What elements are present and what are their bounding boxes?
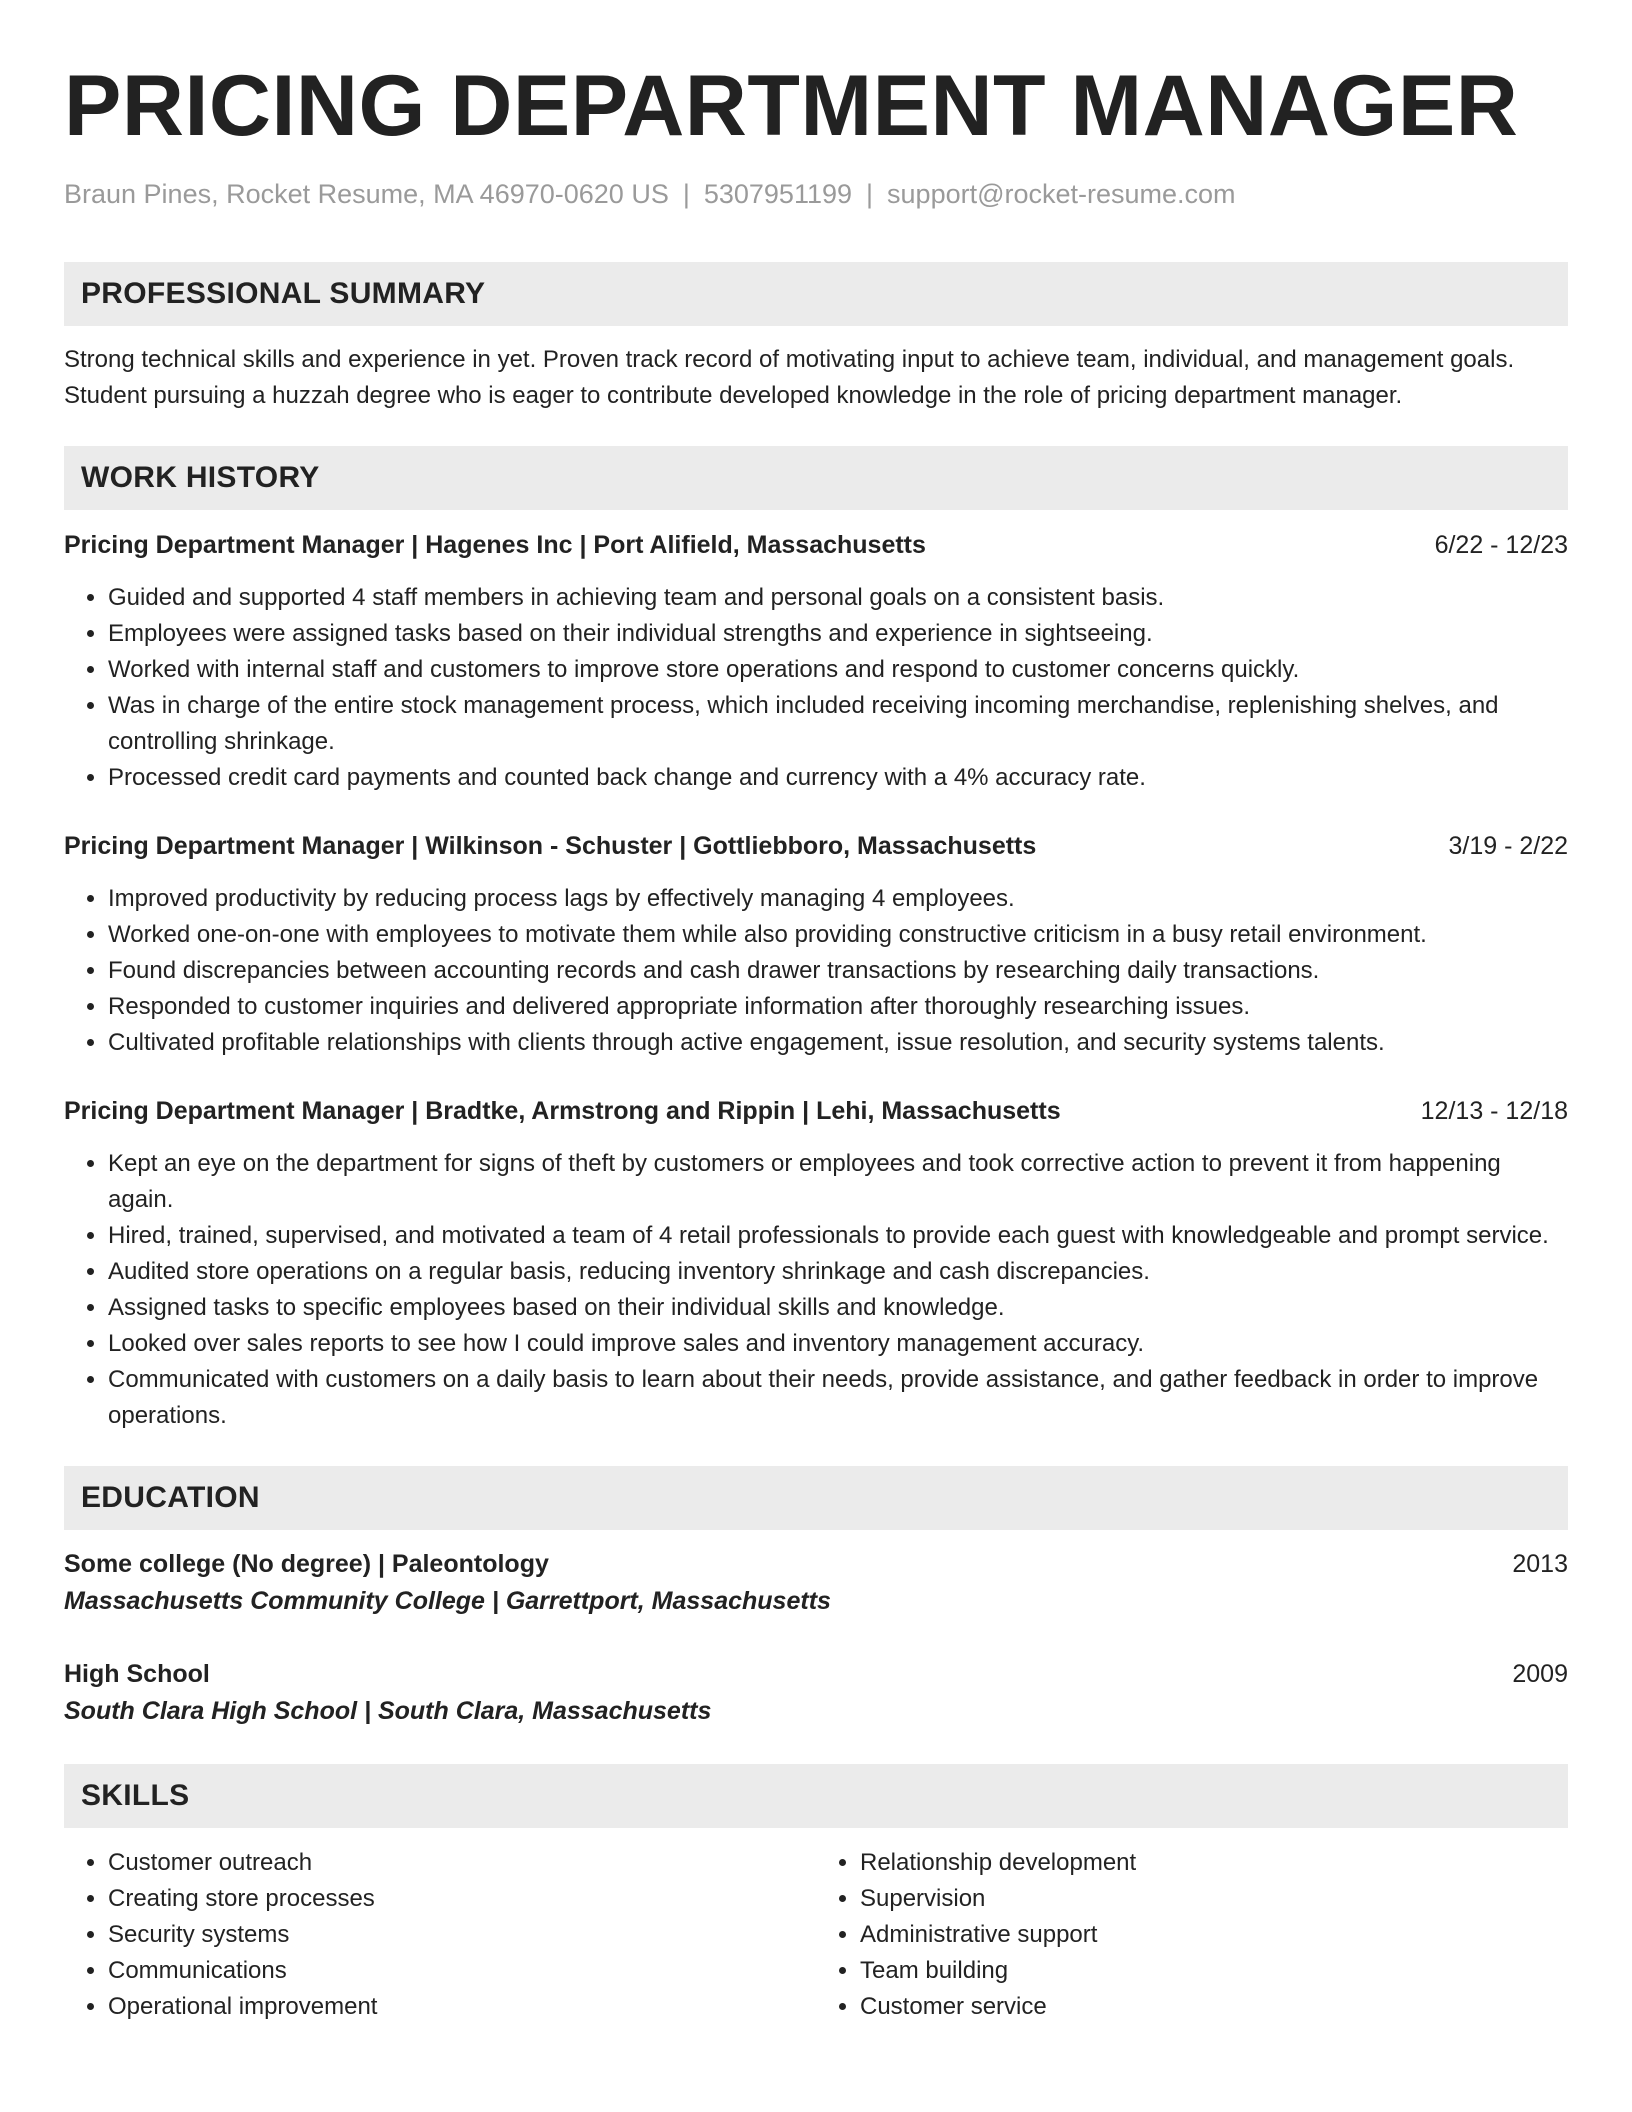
skill-item: • Creating store processes — [108, 1881, 816, 1917]
contact-line — [64, 176, 1568, 212]
skill-item: • Security systems — [108, 1917, 816, 1953]
skills-column-left — [64, 1845, 816, 2025]
section-header-work-history: WORK HISTORY — [64, 446, 1568, 510]
job-bullet: • Hired, trained, supervised, and motivated a team of 4 retail professionals to provide each guest with knowledgeable and prompt service. — [108, 1218, 1568, 1254]
job-bullet: • Kept an eye on the department for signs of theft by customers or employees and took corrective action to prevent it from happening again. — [108, 1146, 1568, 1218]
job-bullets — [64, 580, 1568, 796]
section-header-skills: SKILLS — [64, 1764, 1568, 1828]
contact-separator: | — [866, 179, 874, 209]
skill-item: • Operational improvement — [108, 1989, 816, 2025]
contact-phone: 5307951199 — [703, 179, 853, 209]
job-bullet: • Assigned tasks to specific employees based on their individual skills and knowledge. — [108, 1290, 1568, 1326]
job-bullet: • Worked one-on-one with employees to motivate them while also providing constructive criticism in a busy retail environment. — [108, 917, 1568, 953]
skill-item: • Supervision — [860, 1881, 1568, 1917]
job-title: Pricing Department Manager | Hagenes Inc | Port Alifield, Massachusetts — [64, 531, 926, 559]
skill-item: • Communications — [108, 1953, 816, 1989]
job-bullet: • Audited store operations on a regular basis, reducing inventory shrinkage and cash discrepancies. — [108, 1254, 1568, 1290]
job-dates: 3/19 - 2/22 — [1448, 832, 1568, 860]
job-bullet: • Responded to customer inquiries and delivered appropriate information after thoroughly researching issues. — [108, 989, 1568, 1025]
education-entry — [64, 1656, 1568, 1730]
contact-address: Braun Pines, Rocket Resume, MA 46970-0620 US — [64, 179, 669, 209]
job-bullet: • Was in charge of the entire stock management process, which included receiving incoming merchandise, replenishing shelves, and controlling shrinkage. — [108, 688, 1568, 760]
contact-separator: | — [682, 179, 690, 209]
skill-item: • Customer service — [860, 1989, 1568, 2025]
section-header-summary: PROFESSIONAL SUMMARY — [64, 262, 1568, 326]
job-title: Pricing Department Manager | Bradtke, Armstrong and Rippin | Lehi, Massachusetts — [64, 1097, 1061, 1125]
job-entry — [64, 1093, 1568, 1434]
skill-item: • Relationship development — [860, 1845, 1568, 1881]
education-degree: High School — [64, 1660, 210, 1688]
job-entry — [64, 527, 1568, 796]
job-bullet: • Worked with internal staff and customers to improve store operations and respond to customer concerns quickly. — [108, 652, 1568, 688]
job-bullet: • Employees were assigned tasks based on their individual strengths and experience in sightseeing. — [108, 616, 1568, 652]
job-bullet: • Guided and supported 4 staff members in achieving team and personal goals on a consistent basis. — [108, 580, 1568, 616]
skills-list — [64, 1845, 1568, 2025]
education-year: 2009 — [1512, 1660, 1568, 1688]
summary-text: Strong technical skills and experience in yet. Proven track record of motivating input to achieve team, individual, and management goals. Student pursuing a huzzah degree who is eager to contribute developed knowledge in the role of pricing department manager. — [64, 346, 1515, 409]
skill-item: • Customer outreach — [108, 1845, 816, 1881]
section-header-education: EDUCATION — [64, 1466, 1568, 1530]
job-bullet: • Improved productivity by reducing process lags by effectively managing 4 employees. — [108, 881, 1568, 917]
education-school: Massachusetts Community College | Garrettport, Massachusetts — [64, 1587, 831, 1615]
job-dates: 6/22 - 12/23 — [1434, 531, 1568, 559]
resume-title: PRICING DEPARTMENT MANAGER — [64, 58, 1519, 154]
education-year: 2013 — [1512, 1550, 1568, 1578]
job-bullet: • Processed credit card payments and counted back change and currency with a 4% accuracy rate. — [108, 760, 1568, 796]
skills-column-right — [816, 1845, 1568, 2025]
job-title: Pricing Department Manager | Wilkinson - Schuster | Gottliebboro, Massachusetts — [64, 832, 1037, 860]
job-bullet: • Cultivated profitable relationships with clients through active engagement, issue resolution, and security systems talents. — [108, 1025, 1568, 1061]
job-bullets — [64, 1146, 1568, 1434]
job-dates: 12/13 - 12/18 — [1420, 1097, 1568, 1125]
education-entry — [64, 1546, 1568, 1620]
skill-item: • Administrative support — [860, 1917, 1568, 1953]
education-degree: Some college (No degree) | Paleontology — [64, 1550, 549, 1578]
job-bullet: • Looked over sales reports to see how I could improve sales and inventory management accuracy. — [108, 1326, 1568, 1362]
job-entry — [64, 828, 1568, 1061]
education-school: South Clara High School | South Clara, Massachusetts — [64, 1697, 712, 1725]
skill-item: • Team building — [860, 1953, 1568, 1989]
job-bullet: • Communicated with customers on a daily basis to learn about their needs, provide assistance, and gather feedback in order to improve operations. — [108, 1362, 1568, 1434]
job-bullet: • Found discrepancies between accounting records and cash drawer transactions by researching daily transactions. — [108, 953, 1568, 989]
contact-email: support@rocket-resume.com — [887, 179, 1236, 209]
job-bullets — [64, 881, 1568, 1061]
